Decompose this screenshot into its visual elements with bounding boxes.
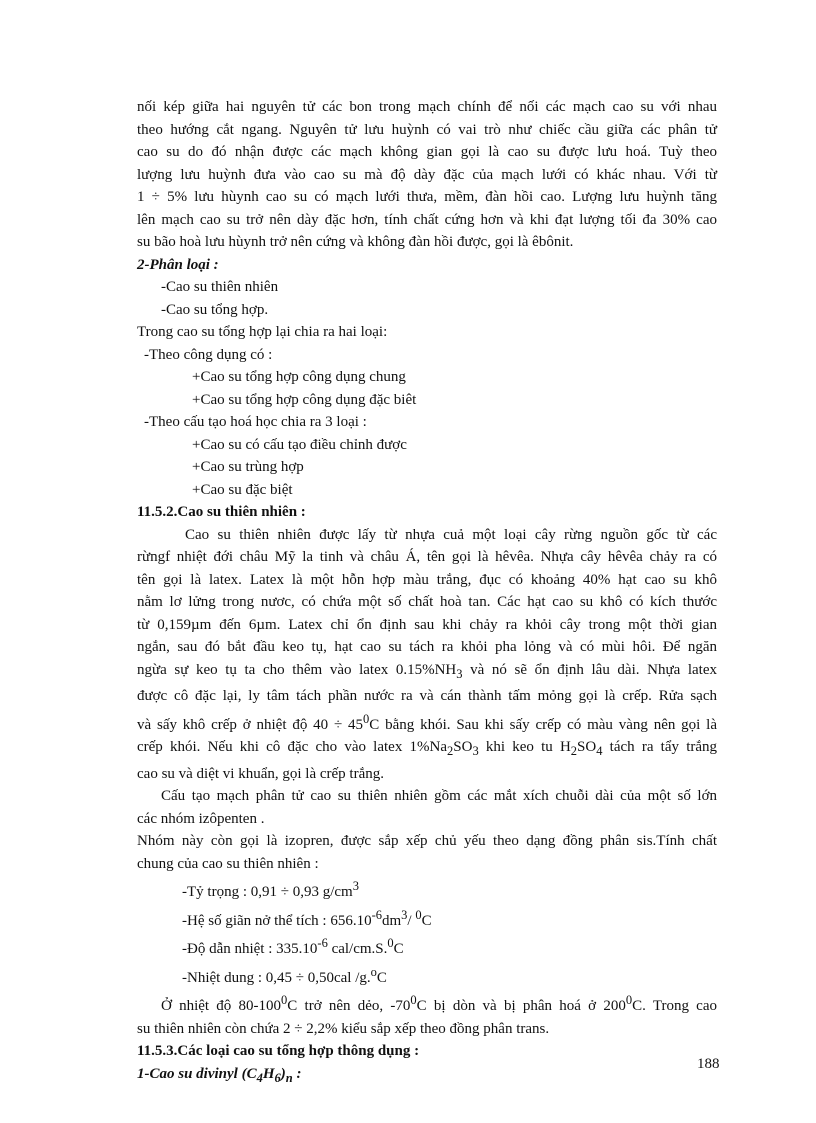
sub-heading-usage: -Theo công dụng có : xyxy=(144,346,273,363)
text-line: các nhóm izôpenten . xyxy=(137,810,265,827)
list-item: +Cao su đặc biệt xyxy=(192,481,293,498)
text-line: Ở nhiệt độ $80-100^0C$ trở nên dẻo, $-70^0C$ bị dòn và bị phân hoá ở $200^0C$. Trong cao xyxy=(161,993,718,1014)
text-line: tên gọi là latex. Latex là một hỗn hợp màu trắng, đục có khoảng 40% hạt cao su khô xyxy=(137,571,717,588)
text-line: theo hướng cắt ngang. Nguyên tử lưu huỳnh có vai trò như chiếc cầu giữa các phân tử xyxy=(137,121,717,138)
page-body xyxy=(137,96,717,1089)
list-item: +Cao su tổng hợp công dụng chung xyxy=(192,369,406,385)
heading-natural-rubber: 11.5.2.Cao su thiên nhiên : xyxy=(137,504,306,520)
page-number: 188 xyxy=(697,1056,720,1072)
list-item: +Cao su trùng hợp xyxy=(192,459,304,475)
list-item: +Cao su tổng hợp công dụng đặc biêt xyxy=(192,391,417,408)
heading-classification: 2-Phân loại : xyxy=(137,256,219,273)
property-conductivity: -Độ dẫn nhiệt : $335.10^{-6}$ cal/cm.S.$^0$C xyxy=(182,936,404,957)
heading-divinyl-rubber: 1-Cao su divinyl $(C_4H_6)_n$ : xyxy=(137,1065,302,1085)
text-line: và sấy khô crếp ở nhiệt độ $40 \div 45^0C$ bằng khói. Sau khi sấy crếp có màu vàng nên gọi là xyxy=(137,711,717,733)
text-line: rừngf nhiệt đới châu Mỹ la tinh và châu Á, tên gọi là hêvêa. Nhựa cây hêvêa chảy ra có xyxy=(137,549,717,565)
paragraph-molecular-structure xyxy=(137,785,717,830)
heading-synthetic-rubber: 11.5.3.Các loại cao su tổng hợp thông dụng : xyxy=(137,1043,420,1059)
text-line: Cao su thiên nhiên được lấy từ nhựa cuả một loại cây rừng nguồn gốc từ các xyxy=(185,526,717,543)
text-line: lên mạch cao su trở nên dày đặc hơn, tính chất cứng hơn và khi đạt lượng tối đa 30% cao xyxy=(137,211,717,228)
text-line: lượng lưu huỳnh đưa vào cao su mà độ dày đặc của mạch lưới có khác nhau. Với từ xyxy=(137,166,717,183)
text-line: nối kép giữa hai nguyên tử các bon trong mạch chính để nối các mạch cao su với nhau xyxy=(137,99,717,115)
list-item: -Cao su tổng hợp. xyxy=(161,301,269,318)
text-synthetic-types: Trong cao su tổng hợp lại chia ra hai loại: xyxy=(137,324,388,340)
text-line: cao su và diệt vi khuẩn, gọi là crếp trắng. xyxy=(137,765,385,782)
property-expansion: -Hệ số giãn nở thể tích : $656.10^{-6}dm^3/$ $^0$C xyxy=(182,907,432,929)
property-heat-capacity: -Nhiệt dung : 0,45 ÷ 0,50cal /g.$^o$C xyxy=(182,964,387,986)
paragraph-isoprene xyxy=(137,830,717,875)
paragraph-natural-rubber xyxy=(137,524,717,786)
text-line: Cấu tạo mạch phân tử cao su thiên nhiên gồm các mắt xích chuỗi dài của một số lớn xyxy=(161,788,717,804)
text-line: được cô đặc lại, ly tâm tách phần nước ra và cán thành tấm mỏng gọi là crếp. Rửa sạch xyxy=(137,688,717,704)
text-line: cao su do đó nhận được các mạch không gian gọi là cao su được lưu hoá. Tuỳ theo xyxy=(137,144,717,160)
paragraph-vulcanization xyxy=(137,96,717,254)
property-density: -Tỷ trọng : 0,91 ÷ 0,93 $g/cm^3$ xyxy=(182,879,359,900)
text-line: Nhóm này còn gọi là izopren, được sắp xếp chủ yếu theo dạng đồng phân sis.Tính chất xyxy=(137,833,717,849)
list-item: +Cao su có cấu tạo điều chỉnh được xyxy=(192,436,407,453)
paragraph-temperature xyxy=(137,989,717,1040)
sub-heading-structure: -Theo cấu tạo hoá học chia ra 3 loại : xyxy=(144,414,367,430)
text-line: chung của cao su thiên nhiên : xyxy=(137,855,319,872)
text-line: 1 ÷ 5% lưu hùynh cao su có mạch lưới thưa, mềm, đàn hồi cao. Lượng lưu huỳnh tăng xyxy=(137,189,717,205)
text-line: su bão hoà lưu hùynh trở nên cứng và không đàn hồi được, gọi là êbônit. xyxy=(137,234,574,250)
text-line: nằm lơ lửng trong nươc, có chứa một số chất hoà tan. Các hạt cao su khô có kích thước xyxy=(137,594,717,610)
text-line: crếp khói. Nếu khi cô đặc cho vào latex $1\%Na_2SO_3$ khi keo tu $H_2SO_4$ tách ra tẩy trắng xyxy=(137,739,718,758)
text-line: ngừa sự keo tụ ta cho thêm vào latex $0.15\%NH_3$ và nó sẽ ổn định lâu dài. Nhựa latex xyxy=(137,661,717,681)
text-line: từ 0,159µm đến 6µm. Latex chỉ ổn định sau khi chảy ra khỏi cây trong một thời gian xyxy=(137,616,717,633)
list-item: -Cao su thiên nhiên xyxy=(161,279,279,295)
text-line: su thiên nhiên còn chứa 2 ÷ 2,2% kiểu sắp xếp theo đồng phân trans. xyxy=(137,1020,550,1037)
text-line: ngắn, sau đó bắt đầu keo tụ, hạt cao su tách ra khỏi pha lỏng và có mùi hôi. Để ngăn xyxy=(137,639,717,655)
